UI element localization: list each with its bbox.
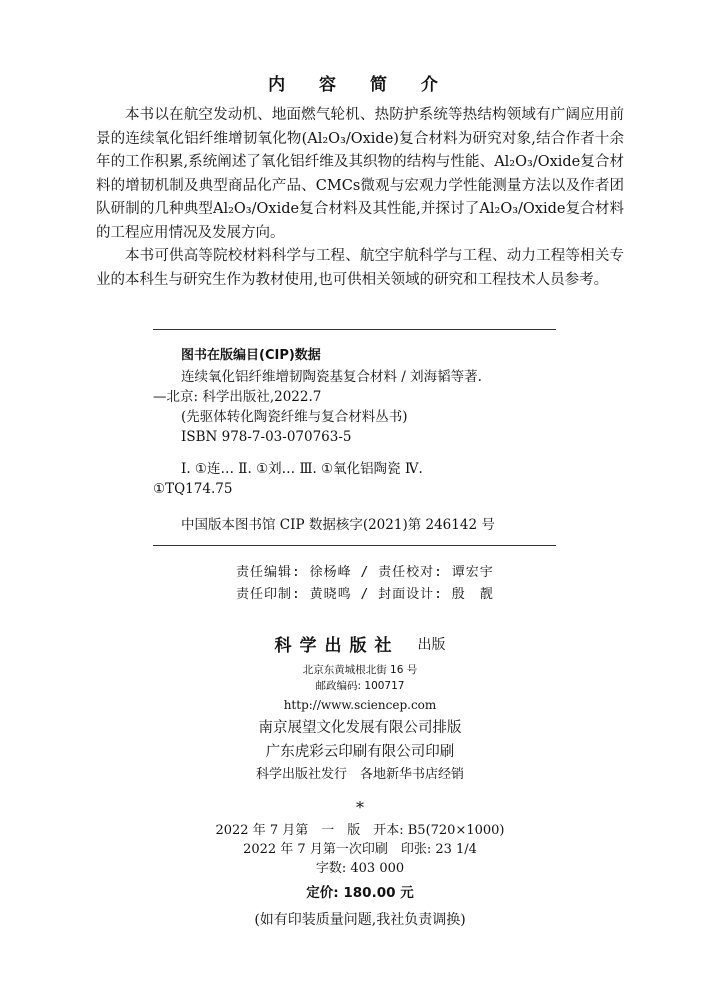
staff-line-production: 责任印制: 黄晓鸣 / 封面设计: 殷 靓 bbox=[236, 587, 494, 602]
separator-star: * bbox=[356, 798, 364, 817]
publisher-logo: 科学出版社 bbox=[274, 636, 400, 656]
publisher-line bbox=[0, 631, 720, 656]
publisher-postcode: 邮政编码: 100717 bbox=[315, 680, 405, 692]
cip-record bbox=[153, 367, 556, 447]
cip-title-line: 连续氧化铝纤维增韧陶瓷基复合材料 / 刘海韬等著. bbox=[181, 369, 482, 385]
edition-line-1: 2022 年 7 月第 一 版 开本: B5(720×1000) bbox=[215, 823, 505, 838]
publisher-section bbox=[0, 631, 720, 929]
staff-line-editors: 责任编辑: 徐杨峰 / 责任校对: 谭宏宇 bbox=[236, 565, 494, 580]
distribution-line: 科学出版社发行 各地新华书店经销 bbox=[255, 767, 464, 782]
publisher-address: 北京东黄城根北街 16 号 bbox=[302, 664, 418, 676]
publisher-url: http://www.sciencep.com bbox=[283, 698, 437, 712]
edition-line-2: 2022 年 7 月第一次印刷 印张: 23 1/4 bbox=[243, 842, 477, 857]
cip-heading: 图书在版编目(CIP)数据 bbox=[181, 348, 321, 363]
cip-class-line-1: Ⅰ. ①连… Ⅱ. ①刘… Ⅲ. ①氧化铝陶瓷 Ⅳ. bbox=[181, 461, 423, 477]
cip-footer: 中国版本图书馆 CIP 数据核字(2021)第 246142 号 bbox=[181, 517, 495, 533]
intro-paragraph-1: 本书以在航空发动机、地面燃气轮机、热防护系统等热结构领域有广阔应用前景的连续氧化铝纤维增韧氧化物(Al₂O₃/Oxide)复合材料为研究对象,结合作者十余年的工作积累,系统阐述了氧化铝纤维及其织物的结构与性能、Al₂O₃/Oxide复合材料的增韧机制及典型商品化产品、CMCs微观与宏观力学性能测量方法以及作者团队研制的几种典型Al₂O₃/Oxide复合材料及其性能,并探讨了Al₂O₃/Oxide复合材料的工程应用情况及发展方向。 bbox=[96, 107, 624, 241]
printer-line: 广东虎彩云印刷有限公司印刷 bbox=[265, 744, 455, 760]
staff-credits bbox=[236, 562, 494, 606]
price-line: 定价: 180.00 元 bbox=[306, 885, 414, 901]
intro-section bbox=[96, 104, 624, 292]
word-count: 字数: 403 000 bbox=[315, 861, 405, 876]
cip-publisher-line: —北京: 科学出版社,2022.7 bbox=[153, 389, 322, 405]
publisher-suffix: 出版 bbox=[417, 636, 446, 653]
intro-title: 内 容 简 介 bbox=[268, 75, 452, 95]
cip-class-line-2: ①TQ174.75 bbox=[153, 481, 233, 497]
intro-paragraph-2: 本书可供高等院校材料科学与工程、航空宇航科学与工程、动力工程等相关专业的本科生与研究生作为教材使用,也可供相关领域的研究和工程技术人员参考。 bbox=[96, 248, 624, 288]
cip-isbn-line: ISBN 978-7-03-070763-5 bbox=[181, 429, 352, 445]
cip-block bbox=[153, 329, 556, 546]
cip-classification bbox=[153, 459, 556, 499]
cip-series-line: (先驱体转化陶瓷纤维与复合材料丛书) bbox=[181, 409, 408, 425]
quality-notice: (如有印装质量问题,我社负责调换) bbox=[254, 912, 466, 928]
typesetter-line: 南京展望文化发展有限公司排版 bbox=[258, 720, 462, 736]
